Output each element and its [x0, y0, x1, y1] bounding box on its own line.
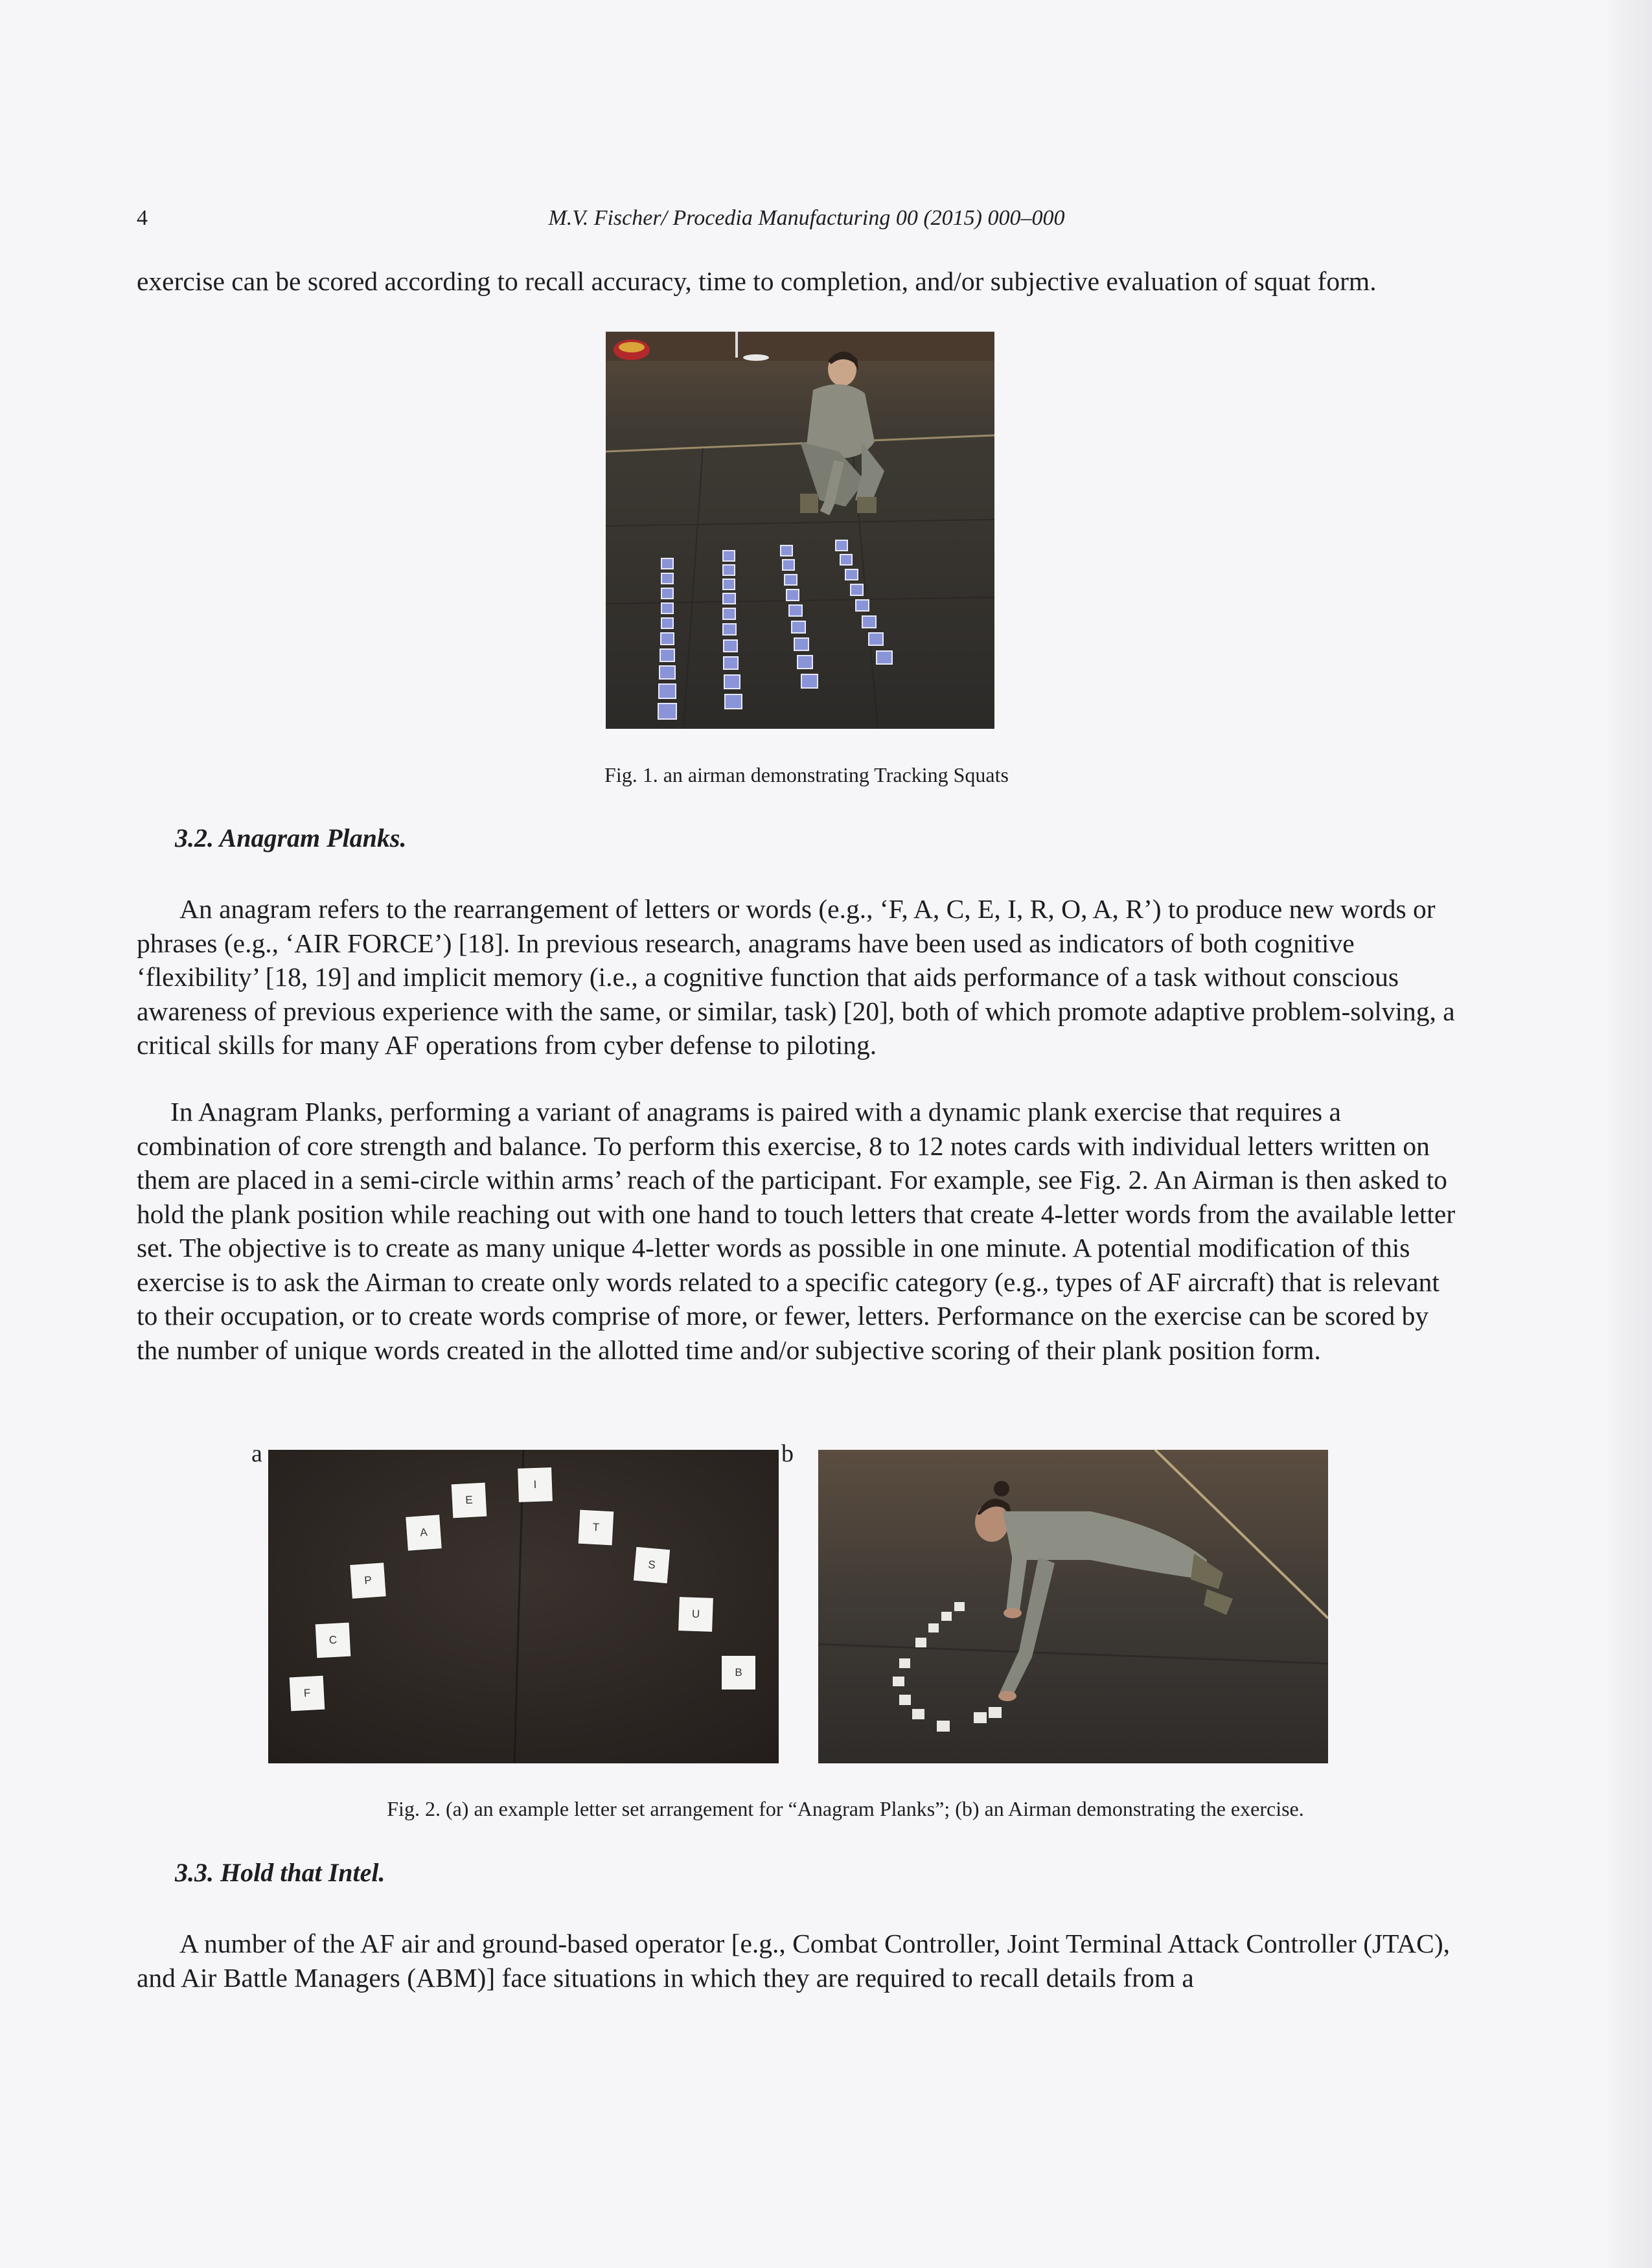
figure-2-caption: Fig. 2. (a) an example letter set arrangement for “Anagram Planks”; (b) an Airman demonstrating the exercise.: [387, 1797, 1304, 1820]
letter-card: C: [315, 1623, 351, 1658]
paragraph-anagram-planks-text: In Anagram Planks, performing a variant of anagrams is paired with a dynamic plank exercise that requires a combination of core strength and balance. To perform this exercise, 8 to 12 notes cards with individual letters written on them are placed in a semi-circle within arms’ reach of the participant. For example, see Fig. 2. An Airman is then asked to hold the plank position while reaching out with one hand to touch letters that create 4-letter words from the available letter set. The objective is to create as many unique 4-letter words as possible in one minute. A potential modification of this exercise is to ask the Airman to create only words related to a specific category (e.g., types of AF aircraft) that is relevant to their occupation, or to create words comprise of more, or fewer, letters. Performance on the exercise can be scored by the number of unique words created in the allotted time and/or subjective scoring of their plank position form.: [137, 1097, 1456, 1365]
figure-2a-photo: [268, 1450, 779, 1763]
running-head: M.V. Fischer/ Procedia Manufacturing 00 (2015) 000–000: [548, 206, 1065, 230]
paragraph-intro-continuation: exercise can be scored according to recall accuracy, time to completion, and/or subjective evaluation of squat form.: [137, 266, 1377, 296]
page-edge-shadow: [1605, 0, 1652, 2268]
page-number: 4: [137, 206, 148, 230]
paragraph-anagram-definition: [137, 892, 1465, 1062]
letter-card: A: [406, 1515, 442, 1551]
figure-1-caption: Fig. 1. an airman demonstrating Tracking Squats: [604, 763, 1009, 786]
letter-card: P: [350, 1563, 386, 1599]
figure-2b-image: [818, 1450, 1328, 1763]
letter-card: F: [290, 1676, 325, 1712]
figure-2-panel-label-a: a: [251, 1440, 262, 1467]
paragraph-anagram-planks: [137, 1095, 1465, 1367]
figure-2b-photo: [818, 1450, 1328, 1763]
letter-card: I: [518, 1467, 553, 1502]
figure-1-photo: [606, 332, 994, 729]
figure-2-panel-label-b: b: [781, 1440, 794, 1467]
paragraph-hold-that-intel: [137, 1927, 1465, 1995]
letter-card: S: [634, 1547, 670, 1583]
paragraph-hold-that-intel-text: A number of the AF air and ground-based operator [e.g., Combat Controller, Joint Terminal Attack Controller (JTAC), and Air Battle Managers (ABM)] face situations in which they are required to recall details from a: [137, 1929, 1451, 1993]
section-heading-3-2: 3.2. Anagram Planks.: [175, 823, 407, 853]
page-header: [0, 206, 1652, 235]
paragraph-anagram-definition-text: An anagram refers to the rearrangement of letters or words (e.g., ‘F, A, C, E, I, R, O, A, R’) to produce new words or phrases (e.g., ‘AIR FORCE’) [18]. In previous research, anagrams have been used as indicators of both cognitive ‘flexibility’ [18, 19] and implicit memory (i.e., a cognitive function that aids performance of a task without conscious awareness of previous experience with the same, or similar, task) [20], both of which promote adaptive problem-solving, a critical skills for many AF operations from cyber defense to piloting.: [137, 894, 1455, 1060]
letter-card: U: [678, 1597, 713, 1632]
figure-1-image: [606, 332, 994, 729]
section-heading-3-3: 3.3. Hold that Intel.: [175, 1858, 385, 1887]
letter-card: B: [722, 1656, 755, 1690]
letter-card: E: [452, 1483, 487, 1518]
letter-card: T: [579, 1510, 614, 1546]
